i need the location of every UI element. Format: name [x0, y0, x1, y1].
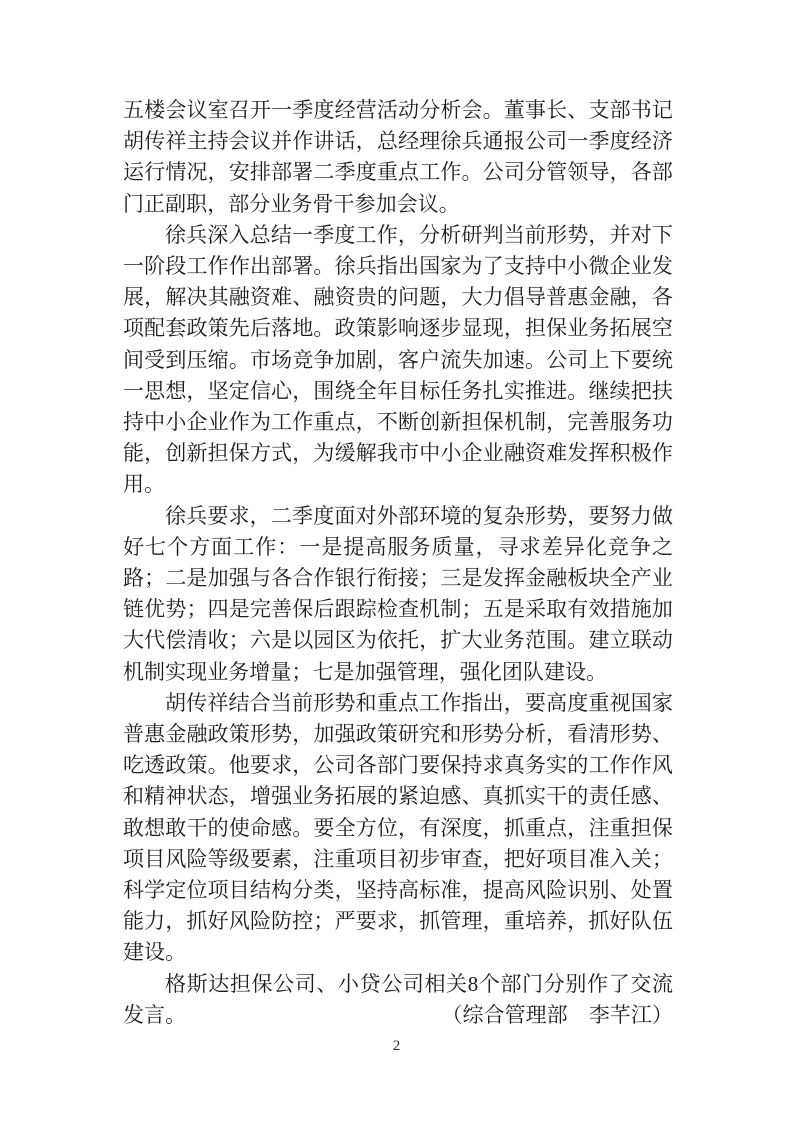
paragraph-1: 五楼会议室召开一季度经营活动分析会。董事长、支部书记胡传祥主持会议并作讲话，总经理徐兵通报公司一季度经济运行情况，安排部署二季度重点工作。公司分管领导，各部门正副职，部分业务骨干参加会议。 [123, 98, 673, 216]
document-body [123, 95, 673, 1031]
page-number: 2 [392, 1038, 401, 1054]
paragraph-5: 格斯达担保公司、小贷公司相关8个部门分别作了交流发言。 [123, 971, 673, 1027]
paragraph-2: 徐兵深入总结一季度工作，分析研判当前形势，并对下一阶段工作作出部署。徐兵指出国家为了支持中小微企业发展，解决其融资难、融资贵的问题，大力倡导普惠金融，各项配套政策先后落地。政策影响逐步显现，担保业务拓展空间受到压缩。市场竞争加剧，客户流失加速。公司上下要统一思想，坚定信心，围绕全年目标任务扎实推进。继续把扶持中小企业作为工作重点，不断创新担保机制，完善服务功能，创新担保方式，为缓解我市中小企业融资难发挥积极作用。 [123, 222, 673, 497]
paragraph-3: 徐兵要求，二季度面对外部环境的复杂形势，要努力做好七个方面工作：一是提高服务质量，寻求差异化竞争之路；二是加强与各合作银行衔接；三是发挥金融板块全产业链优势；四是完善保后跟踪检查机制；五是采取有效措施加大代偿清收；六是以园区为依托，扩大业务范围。建立联动机制实现业务增量；七是加强管理，强化团队建设。 [123, 503, 673, 684]
attribution: （综合管理部 李芊江） [441, 1002, 673, 1027]
paragraph-4: 胡传祥结合当前形势和重点工作指出，要高度重视国家普惠金融政策形势，加强政策研究和形势分析，看清形势、吃透政策。他要求，公司各部门要保持求真务实的工作作风和精神状态，增强业务拓展的紧迫感、真抓实干的责任感、敢想敢干的使命感。要全方位，有深度，抓重点，注重担保项目风险等级要素，注重项目初步审查，把好项目准入关；科学定位项目结构分类，坚持高标准，提高风险识别、处置能力，抓好风险防控；严要求，抓管理，重培养，抓好队伍建设。 [123, 690, 673, 965]
